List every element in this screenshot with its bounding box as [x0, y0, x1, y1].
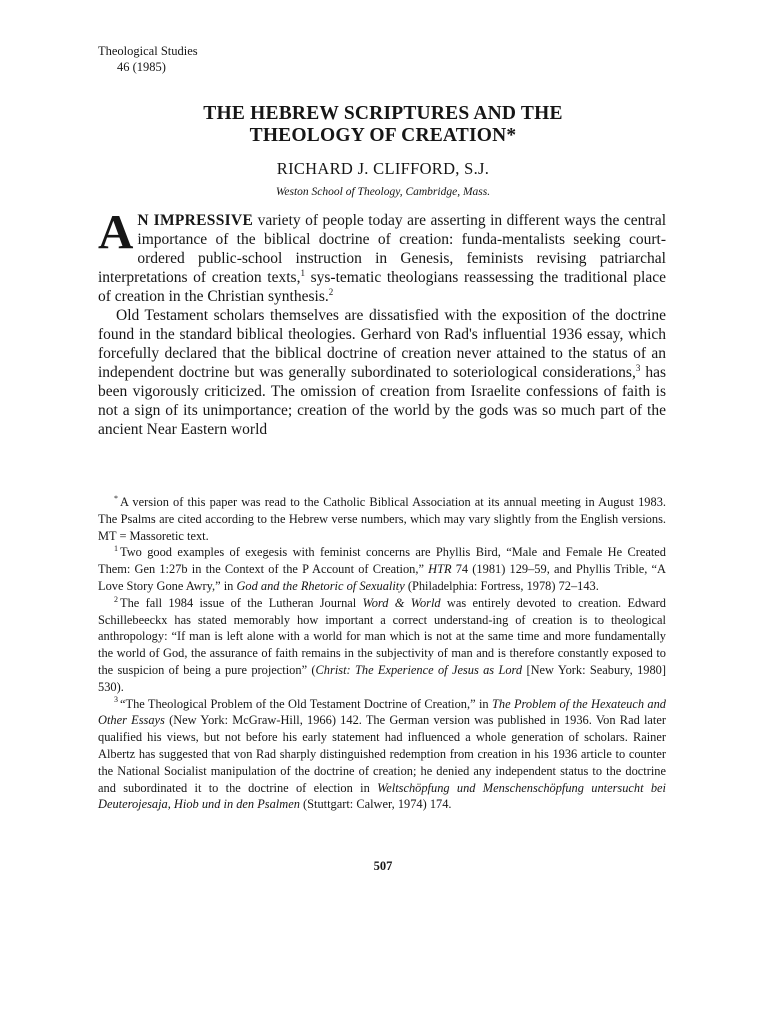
footnote-text: Two good examples of exegesis with feminist concerns are Phyllis Bird, “Male and Female He Created Them: Gen 1:27b in the Context of the P Account of Creation,” [98, 545, 666, 577]
footnote-mark: 1 [114, 544, 118, 554]
paragraph-2-text-b: has been vigorously criticized. The omission of creation from Israelite confessions of faith is not a sign of its unimportance; creation of the world by the gods was so much part of the ancient Near Eastern world [98, 364, 666, 438]
footnote-italic: Christ: The Experience of Jesus as Lord [315, 662, 523, 677]
footnote-text: (Philadelphia: Fortress, 1978) 72–143. [404, 578, 599, 593]
footnote-text: (New York: McGraw-Hill, 1966) 142. The German version was published in 1936. Von Rad later qualified his views, but not before his early statement had influenced a whole generation of scholars. Rainer Albertz has suggested that von Rad sharply distinguished redemption from creation in his 1936 article to counter the National Socialist manipulation of the doctrine of creation; he denied any independent status to the doctrine and subordinated it to the doctrine of election in [98, 713, 666, 795]
paragraph-1-text-a: variety of people today are asserting in different ways the central importance of the biblical doctrine of creation: funda-mentalists seeking court-ordered public-school instruction in Genesis, feminists revising patriarchal interpretations of creation texts, [98, 212, 666, 286]
footnote-mark: 2 [114, 594, 118, 604]
footnote-italic: HTR [428, 562, 452, 577]
footnotes [98, 494, 666, 813]
paragraph-1 [98, 204, 666, 306]
author-name: RICHARD J. CLIFFORD, S.J. [276, 159, 490, 178]
title-line-2: THEOLOGY OF CREATION* [249, 125, 517, 146]
paragraph-2-text-a: Old Testament scholars themselves are dissatisfied with the exposition of the doctrine found in the standard biblical theologies. Gerhard von Rad's influential 1936 essay, which forcefully declared that the biblical doctrine of creation never attained to the status of an independent doctrine but was generally subordinated to soteriological considerations, [98, 307, 666, 381]
footnote-text: A version of this paper was read to the Catholic Biblical Association at its annual meeting in August 1983. The Psalms are cited according to the Hebrew verse numbers, which may vary slightly from the English versions. MT = Massoretic text. [98, 495, 666, 543]
footnote-text: was entirely devoted to creation. Edward Schillebeeckx has stated memorably how important a correct understand-ing of creation is to theological anthropology: “If man is left alone with a world for man which is not at the same time and more fundamentally the world of God, the assurance of faith remains in the subjectivity of man and is therefore constantly exposed to the suspicion of being a pure projection” ( [98, 595, 667, 677]
footnote-mark: * [114, 493, 118, 503]
lead-in: N IMPRESSIVE [137, 212, 254, 229]
body-text [98, 204, 666, 439]
footnote-3 [98, 696, 666, 814]
page-number: 507 [373, 859, 393, 873]
footnote-italic: Word & World [362, 595, 441, 610]
title-line-1: THE HEBREW SCRIPTURES AND THE [203, 103, 563, 124]
footnote-ref-3: 3 [635, 362, 641, 373]
footnote-ref-1: 1 [300, 267, 305, 278]
footnote-mark: 3 [114, 695, 118, 705]
footnote-2 [98, 595, 666, 696]
footnote-1 [98, 544, 666, 594]
article-title [98, 103, 668, 147]
journal-name: Theological Studies [98, 44, 198, 58]
drop-cap: A [98, 204, 134, 259]
footnote-ref-2: 2 [328, 286, 334, 297]
footnote-text: (Stuttgart: Calwer, 1974) 174. [299, 797, 452, 812]
paragraph-1-text-b: sys-tematic theologians reassessing the traditional place of creation in the Christian synthesis. [98, 269, 666, 305]
paragraph-2 [98, 306, 666, 439]
footnote-star [98, 494, 666, 544]
journal-header [98, 43, 198, 75]
journal-volume: 46 (1985) [117, 60, 166, 74]
footnote-text: [New York: Seabury, 1980] 530). [98, 662, 667, 694]
footnote-italic: The Problem of the Hexateuch and Other Essays [98, 696, 666, 728]
footnote-italic: Weltschöpfung und Menschenschöpfung untersucht bei Deuterojesaja, Hiob und in den Psalmen [98, 780, 666, 812]
footnote-text: 74 (1981) 129–59, and Phyllis Trible, “A Love Story Gone Awry,” in [98, 562, 666, 593]
footnote-italic: God and the Rhetoric of Sexuality [236, 578, 405, 593]
author-affiliation: Weston School of Theology, Cambridge, Mass. [275, 186, 491, 198]
footnote-text: “The Theological Problem of the Old Testament Doctrine of Creation,” in [120, 696, 492, 711]
footnote-text: The fall 1984 issue of the Lutheran Journal [120, 595, 363, 610]
